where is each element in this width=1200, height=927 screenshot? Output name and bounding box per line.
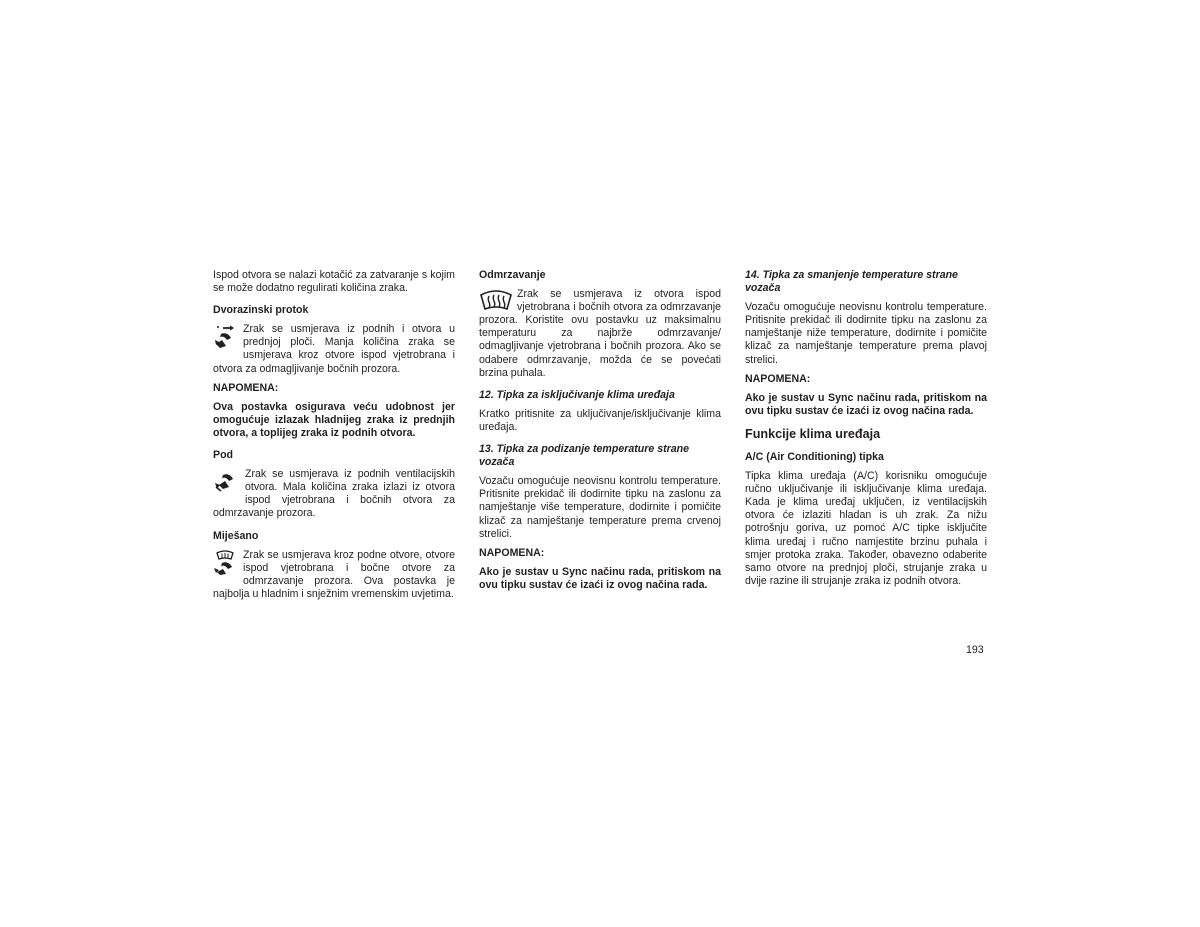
note-label: NAPOMENA: [213,381,279,394]
column-left [213,269,455,601]
mix-text: Zrak se usmjerava kroz podne otvore, otvore ispod vjetrobrana i bočne otvore za odmrzavanje prozora. Ova postavka je najbolja u hladnim i snježnim vremenskim uvjetima. [213,548,455,600]
bilevel-heading: Dvorazinski protok [213,304,309,317]
defrost-text: Zrak se usmjerava iz otvora ispod vjetrobrana i bočnih otvora za odmrzavanje prozora. Koristite ovu postavku uz maksimalnu temperaturu za najbrže odmrzavanje/ odmagljivanje vjetrobrana i bočnih prozora. Ako se odabere odmrzavanje, možda će se povećati brzina puhala. [479,288,721,379]
note-label: NAPOMENA: [745,372,811,385]
item13-text: Vozaču omogućuje neovisnu kontrolu temperature. Pritisnite prekidač ili dodirnite tipku na zaslonu za namještanje više temperature, dodirnite i pomičite klizač za namještanje temperature prema crvenoj strelici. [479,475,721,540]
column-right [745,269,987,588]
bilevel-text: Zrak se usmjerava iz podnih i otvora u prednjoj ploči. Manja količina zraka se usmjerava kroz otvore ispod vjetrobrana i otvora za odmagljivanje bočnih prozora. [213,323,455,375]
bilevel-mode-icon [213,324,239,350]
item12-heading: 12. Tipka za isključivanje klima uređaja [479,388,675,401]
ac-text: Tipka klima uređaja (A/C) korisniku omogućuje ručno uključivanje ili isključivanje klima uređaja. Kada je klima uređaj uključen, iz ventilacijskih otvora će izlaziti hladan is uh zrak. Za nižu potrošnju goriva, uz pomoć A/C tipke isključite klima uređaj i ručno namjestite brzinu puhala i smjer protoka zraka. Također, obavezno odaberite samo otvore na prednjoj ploči, strujanje zraka u dvije razine ili strujanje zraka iz podnih otvora. [745,470,987,587]
item13-heading: 13. Tipka za podizanje temperature strane vozača [479,443,689,469]
floor-text: Zrak se usmjerava iz podnih ventilacijskih otvora. Mala količina zraka izlazi iz otvora ispod vjetrobrana i bočnih otvora za odmrzavanje prozora. [213,468,455,520]
note-text: Ako je sustav u Sync načinu rada, pritiskom na ovu tipku sustav će izaći iz ovog načina rada. [745,391,987,417]
note-text: Ako je sustav u Sync načinu rada, pritiskom na ovu tipku sustav će izaći iz ovog načina rada. [479,565,721,591]
floor-block [213,468,455,520]
ac-heading: A/C (Air Conditioning) tipka [745,450,884,463]
column-middle [479,269,721,592]
page-number: 193 [966,644,984,656]
floor-mode-icon [213,469,241,495]
bilevel-block [213,323,455,375]
note-label: NAPOMENA: [479,546,545,559]
defrost-heading: Odmrzavanje [479,269,546,281]
item12-text: Kratko pritisnite za uključivanje/isključivanje klima uređaja. [479,407,721,433]
mix-block [213,549,455,601]
defrost-block [479,288,721,380]
note-text: Ova postavka osigurava veću udobnost jer omogućuje izlazak hladnijeg zraka iz prednjih otvora, a toplijeg zraka iz podnih otvora. [213,400,455,439]
section-title: Funkcije klima uređaja [745,426,881,441]
floor-heading: Pod [213,449,234,462]
mix-mode-icon [213,550,239,576]
defrost-mode-icon [479,289,513,313]
item14-text: Vozaču omogućuje neovisnu kontrolu temperature. Pritisnite prekidač ili dodirnite tipku na zaslonu za namještanje niže temperature, dodirnite i pomičite klizač za namještanje temperature prema plavoj strelici. [745,301,987,366]
mix-heading: Miješano [213,529,259,542]
item14-heading: 14. Tipka za smanjenje temperature strane vozača [745,269,958,295]
intro-paragraph: Ispod otvora se nalazi kotačić za zatvaranje s kojim se može dodatno regulirati količina zraka. [213,269,455,295]
